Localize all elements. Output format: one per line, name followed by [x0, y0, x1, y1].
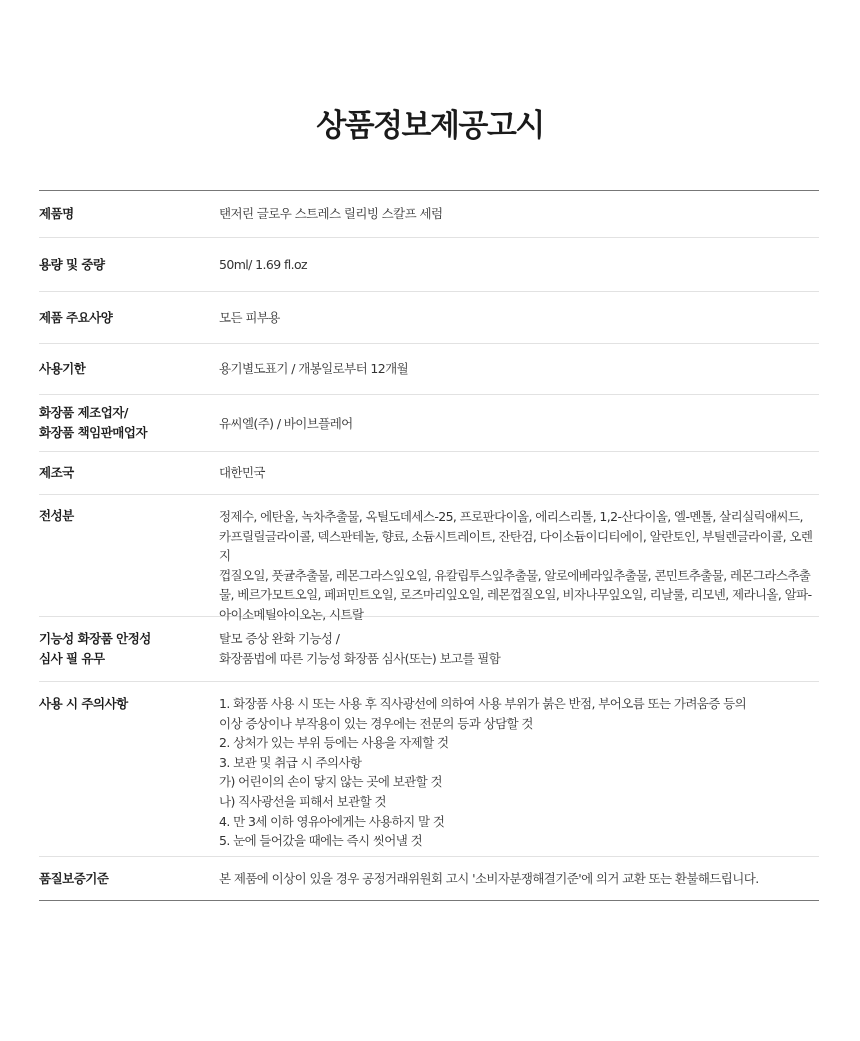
row-label — [39, 857, 219, 900]
value-line: 대한민국 — [219, 465, 265, 480]
row-value — [219, 395, 819, 451]
value-line: 껍질오일, 풋귤추출물, 레몬그라스잎오일, 유칼립투스잎추출물, 알로에베라잎추출물, 콘민트추출물, 레몬그라스추출 — [219, 567, 811, 583]
row-value — [219, 238, 819, 291]
row-label — [39, 191, 219, 237]
value-line: 1. 화장품 사용 시 또는 사용 후 직사광선에 의하여 사용 부위가 붉은 반점, 부어오름 또는 가려움증 등의 — [219, 696, 747, 711]
value-line: 탠저린 글로우 스트레스 릴리빙 스칼프 세럼 — [219, 206, 443, 221]
value-line: 본 제품에 이상이 있을 경우 공정거래위원회 고시 '소비자분쟁해결기준'에 의거 교환 또는 환불해드립니다. — [219, 871, 759, 886]
row-value — [219, 452, 819, 494]
label-line: 제품 주요사양 — [39, 310, 113, 325]
value-line: 카프릴릴글라이콜, 덱스판테놀, 향료, 소듐시트레이트, 잔탄검, 다이소듐이디티에이, 알란토인, 부틸렌글라이콜, 오렌지 — [219, 528, 813, 564]
row-label — [39, 395, 219, 451]
value-line: 정제수, 에탄올, 녹차추출물, 옥틸도데세스-25, 프로판다이올, 에리스리톨, 1,2-산다이올, 엘-멘톨, 살리실릭애씨드, — [219, 509, 803, 524]
row-value — [219, 857, 819, 900]
row-label — [39, 238, 219, 291]
row-origin — [39, 452, 819, 495]
label-line: 화장품 책임판매업자 — [39, 425, 148, 440]
value-line: 나) 직사광선을 피해서 보관할 것 — [219, 793, 386, 809]
product-info-table — [39, 190, 819, 901]
row-value — [219, 617, 819, 681]
row-value — [219, 292, 819, 343]
row-main-spec — [39, 292, 819, 344]
label-line: 전성분 — [39, 508, 74, 523]
label-line: 화장품 제조업자/ — [39, 405, 128, 420]
row-precautions — [39, 682, 819, 857]
value-line: 물, 베르가모트오일, 페퍼민트오일, 로즈마리잎오일, 레몬껍질오일, 비자나무잎오일, 리날룰, 리모넨, 제라니올, 알파- — [219, 587, 812, 603]
value-line: 4. 만 3세 이하 영유아에게는 사용하지 말 것 — [219, 813, 445, 829]
label-line: 품질보증기준 — [39, 871, 109, 886]
value-line: 2. 상처가 있는 부위 등에는 사용을 자제할 것 — [219, 735, 449, 751]
value-line: 5. 눈에 들어갔을 때에는 즉시 씻어낼 것 — [219, 833, 423, 849]
row-label — [39, 452, 219, 494]
value-line: 용기별도표기 / 개봉일로부터 12개월 — [219, 361, 409, 376]
value-line: 화장품법에 따른 기능성 화장품 심사(또는) 보고를 필함 — [219, 650, 501, 666]
row-value — [219, 495, 819, 622]
row-label — [39, 292, 219, 343]
row-label — [39, 495, 219, 616]
value-line: 모든 피부용 — [219, 310, 280, 325]
row-capacity — [39, 238, 819, 292]
row-value — [219, 344, 819, 394]
row-value — [219, 191, 819, 237]
row-label — [39, 344, 219, 394]
label-line: 사용 시 주의사항 — [39, 696, 128, 711]
row-label — [39, 682, 219, 856]
label-line: 용량 및 중량 — [39, 257, 105, 272]
value-line: 이상 증상이나 부작용이 있는 경우에는 전문의 등과 상담할 것 — [219, 715, 533, 731]
row-quality-guarantee — [39, 857, 819, 900]
label-line: 기능성 화장품 안정성 — [39, 631, 151, 646]
value-line: 아이소메틸아이오논, 시트랄 — [219, 606, 364, 622]
row-expiry — [39, 344, 819, 395]
row-manufacturer — [39, 395, 819, 452]
label-line: 제품명 — [39, 206, 74, 221]
value-line: 탈모 증상 완화 기능성 / — [219, 631, 340, 646]
label-line: 사용기한 — [39, 361, 86, 376]
value-line: 3. 보관 및 취급 시 주의사항 — [219, 754, 362, 770]
value-line: 50ml/ 1.69 fl.oz — [219, 257, 308, 272]
row-product-name — [39, 191, 819, 238]
row-label — [39, 617, 219, 681]
row-ingredients — [39, 495, 819, 622]
label-line: 제조국 — [39, 465, 74, 480]
value-line: 가) 어린이의 손이 닿지 않는 곳에 보관할 것 — [219, 774, 442, 790]
row-value — [219, 682, 819, 856]
row-functional-review — [39, 617, 819, 682]
page-title: 상품정보제공고시 — [316, 108, 544, 144]
value-line: 유씨엘(주) / 바이브플레어 — [219, 416, 353, 431]
label-line: 심사 필 유무 — [39, 651, 105, 666]
